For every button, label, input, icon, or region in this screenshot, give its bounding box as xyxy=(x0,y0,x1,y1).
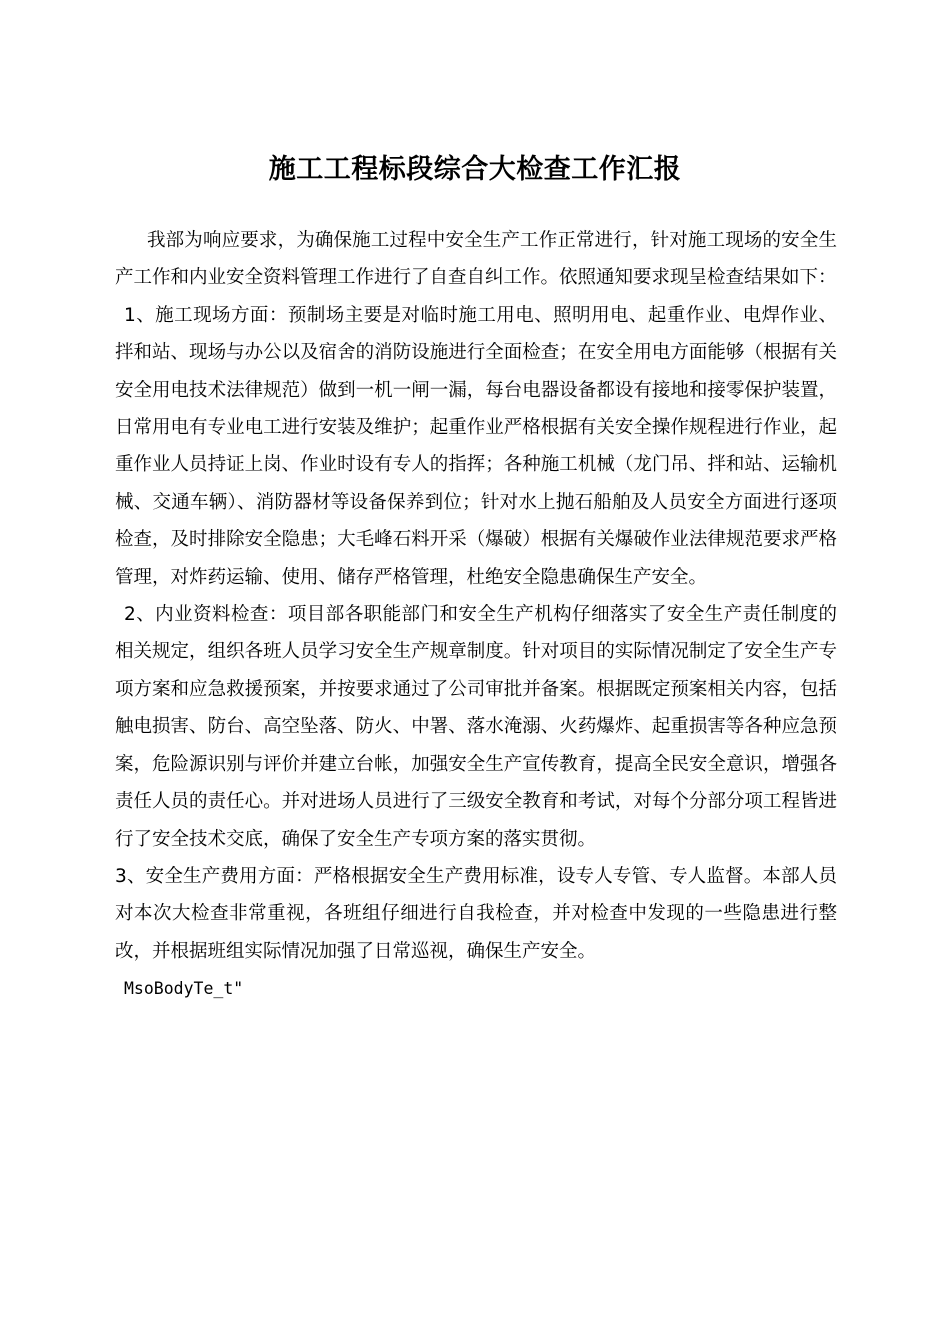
section-2-paragraph: 2、内业资料检查：项目部各职能部门和安全生产机构仔细落实了安全生产责任制度的相关规定，组织各班人员学习安全生产规章制度。针对项目的实际情况制定了安全生产专项方案和应急救援预案，并按要求通过了公司审批并备案。根据既定预案相关内容，包括触电损害、防台、高空坠落、防火、中署、落水淹溺、火药爆炸、起重损害等各种应急预案，危险源识别与评价并建立台帐，加强安全生产宣传教育，提高全民安全意识，增强各责任人员的责任心。并对进场人员进行了三级安全教育和考试，对每个分部分项工程皆进行了安全技术交底，确保了安全生产专项方案的落实贯彻。 xyxy=(115,604,837,850)
section-3-paragraph: 3、安全生产费用方面：严格根据安全生产费用标准，设专人专管、专人监督。本部人员对本次大检查非常重视，各班组仔细进行自我检查，并对检查中发现的一些隐患进行整改，并根据班组实际情况加强了日常巡视，确保生产安全。 xyxy=(115,865,837,962)
section-1-paragraph: 1、施工现场方面：预制场主要是对临时施工用电、照明用电、起重作业、电焊作业、拌和站、现场与办公以及宿舍的消防设施进行全面检查；在安全用电方面能够（根据有关安全用电技术法律规范）做到一机一闸一漏，每台电器设备都设有接地和接零保护装置，日常用电有专业电工进行安装及维护；起重作业严格根据有关安全操作规程进行作业，起重作业人员持证上岗、作业时设有专人的指挥；各种施工机械（龙门吊、拌和站、运输机械、交通车辆）、消防器材等设备保养到位；针对水上抛石船舶及人员安全方面进行逐项检查，及时排除安全隐患；大毛峰石料开采（爆破）根据有关爆破作业法律规范要求严格管理，对炸药运输、使用、储存严格管理，杜绝安全隐患确保生产安全。 xyxy=(115,304,837,588)
document-body xyxy=(115,222,837,1008)
style-code-text: MsoBodyTe_t" xyxy=(124,979,244,999)
document-title: 施工工程标段综合大检查工作汇报 xyxy=(268,154,682,186)
intro-paragraph: 我部为响应要求，为确保施工过程中安全生产工作正常进行，针对施工现场的安全生产工作和内业安全资料管理工作进行了自查自纠工作。依照通知要求现呈检查结果如下： xyxy=(115,230,837,289)
